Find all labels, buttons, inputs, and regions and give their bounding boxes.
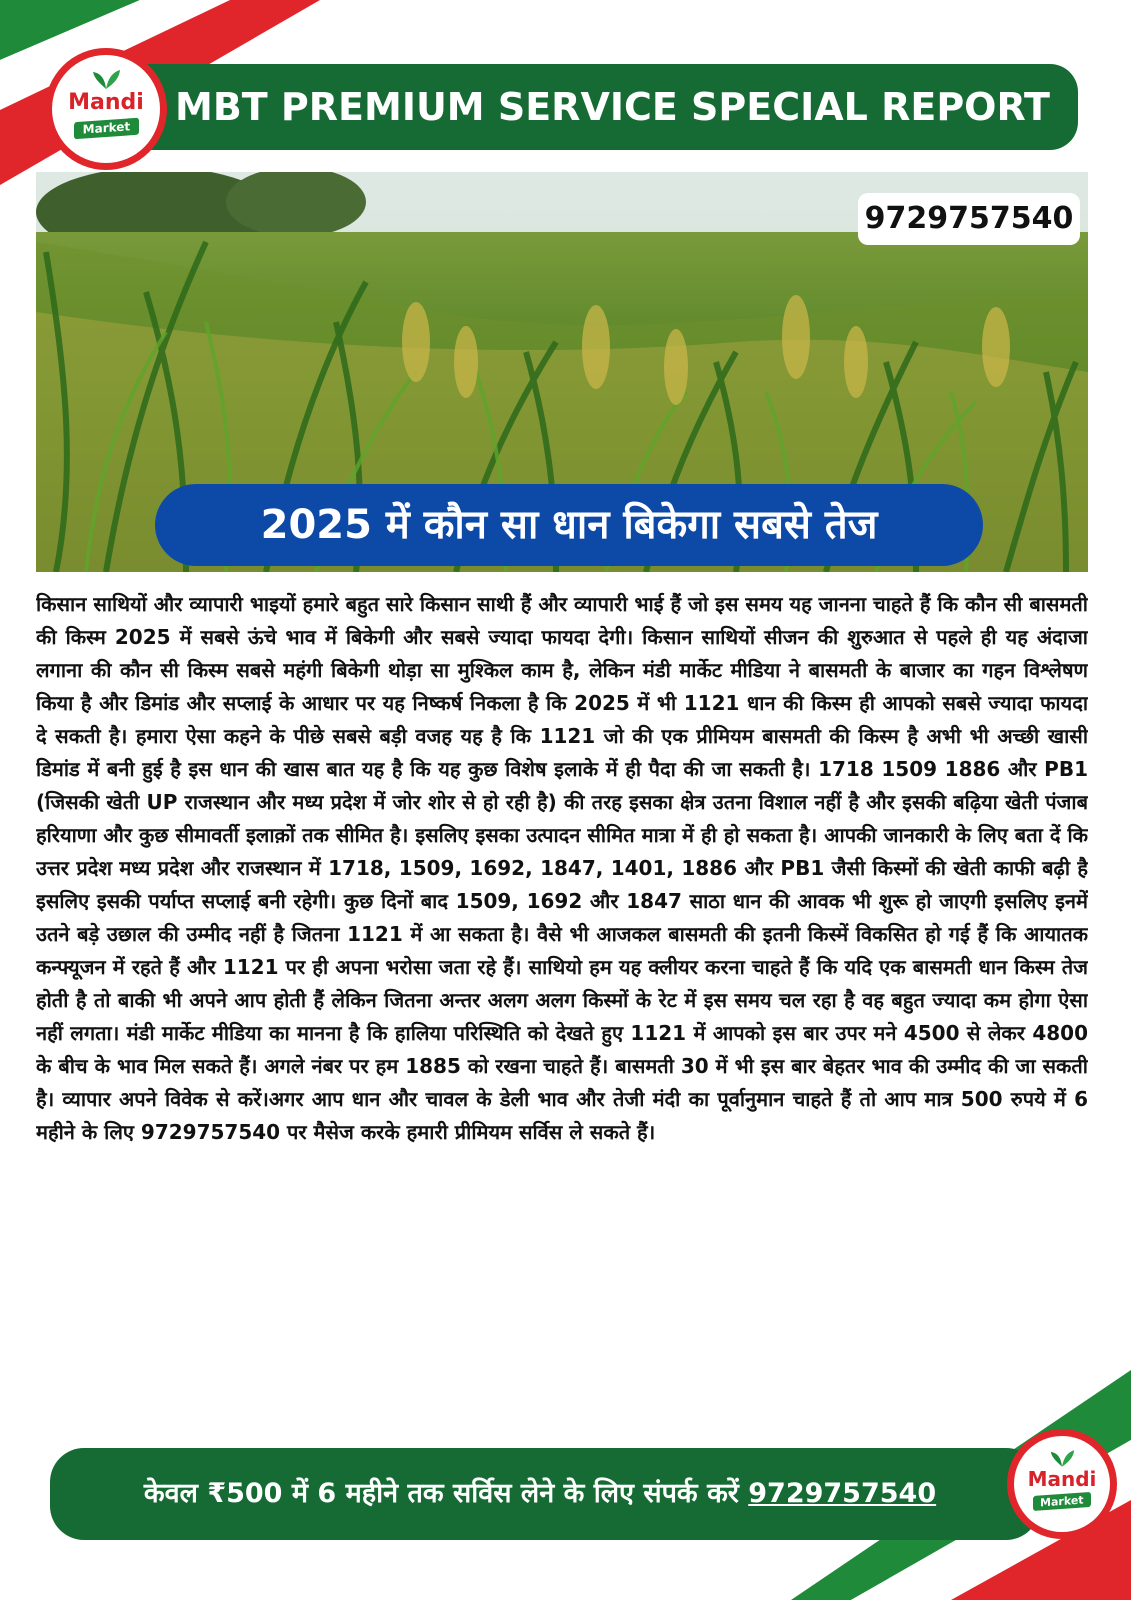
footer-phone-link[interactable]: 9729757540 [748,1478,937,1509]
article-body: किसान साथियों और व्यापारी भाइयों हमारे बहुत सारे किसान साथी हैं और व्यापारी भाई हैं जो इस समय यह जानना चाहते हैं कि कौन सी बासमती की किस्म 2025 में सबसे ऊंचे भाव में बिकेगी और सबसे ज्यादा फायदा देगी। किसान साथियों सीजन की शुरुआत से पहले ही यह अंदाजा लगाना की कौन सी किस्म सबसे महंगी बिकेगी थोड़ा सा मुश्किल काम है, लेकिन मंडी मार्केट मीडिया ने बासमती के बाजार का गहन विश्लेषण किया है और डिमांड और सप्लाई के आधार पर यह निष्कर्ष निकला है कि 2025 में भी 1121 धान की किस्म ही आपको सबसे ज्यादा फायदा दे सकती है। हमारा ऐसा कहने के पीछे सबसे बड़ी वजह यह है कि 1121 जो की एक प्रीमियम बासमती की किस्म है अभी भी अच्छी खासी डिमांड में बनी हुई है इस धान की खास बात यह है कि यह कुछ विशेष इलाके में ही पैदा की जा सकती है। 1718 1509 1886 और PB1 (जिसकी खेती UP राजस्थान और मध्य प्रदेश में जोर शोर से हो रही है) की तरह इसका क्षेत्र उतना विशाल नहीं है और इसकी बढ़िया खेती पंजाब हरियाणा और कुछ सीमावर्ती इलाक़ों तक सीमित है। इसलिए इसका उत्पादन सीमित मात्रा में ही हो सकता है। आपकी जानकारी के लिए बता दें कि उत्तर प्रदेश मध्य प्रदेश और राजस्थान में 1718, 1509, 1692, 1847, 1401, 1886 और PB1 जैसी किस्मों की खेती काफी बढ़ी है इसलिए इसकी पर्याप्त सप्लाई बनी रहेगी। कुछ दिनों बाद 1509, 1692 और 1847 साठा धान की आवक भी शुरू हो जाएगी इसलिए इनमें उतने बड़े उछाल की उम्मीद नहीं है जितना 1121 में आ सकता है। वैसे भी आजकल बासमती की इतनी किस्में विकसित हो गई हैं कि आयातक कन्फ्यूजन में रहते हैं और 1121 पर ही अपना भरोसा जता रहे हैं। साथियो हम यह क्लीयर करना चाहते हैं कि यदि एक बासमती धान किस्म तेज होती है तो बाकी भी अपने आप होती हैं लेकिन जितना अन्तर अलग अलग किस्मों के रेट में इस समय चल रहा है वह बहुत ज्यादा कम होगा ऐसा नहीं लगता। मंडी मार्केट मीडिया का मानना है कि हालिया परिस्थिति को देखते हुए 1121 में आपको इस बार उपर मने 4500 से लेकर 4800 के बीच के भाव मिल सकते हैं। अगले नंबर पर हम 1885 को रखना चाहते हैं। बासमती 30 में भी इस बार बेहतर भाव की उम्मीद की जा सकती है। व्यापार अपने विवेक से करें।अगर आप धान और चावल के डेली भाव और तेजी मंदी का पूर्वानुमान चाहते हैं तो आप मात्र 500 रुपये में 6 महीने के लिए 9729757540 पर मैसेज करके हमारी प्रीमियम सर्विस ले सकते हैं। [36,592,1088,1144]
footer-cta-text: केवल ₹500 में 6 महीने तक सर्विस लेने के लिए संपर्क करें [143,1478,749,1509]
leaf-icon [91,68,121,90]
logo-name: Mandi [1027,1466,1097,1491]
logo-name: Mandi [68,89,144,115]
logo-subtitle: Market [1033,1492,1091,1511]
footer-cta [70,1448,1010,1540]
headline: 2025 में कौन सा धान बिकेगा सबसे तेज [155,484,983,566]
phone-number-badge: 9729757540 [858,193,1080,245]
logo-subtitle: Market [74,118,139,140]
leaf-icon [1049,1448,1075,1468]
mandi-market-logo [52,55,160,163]
report-title: MBT PREMIUM SERVICE SPECIAL REPORT [175,85,1050,129]
mandi-market-logo-footer [1014,1436,1110,1532]
